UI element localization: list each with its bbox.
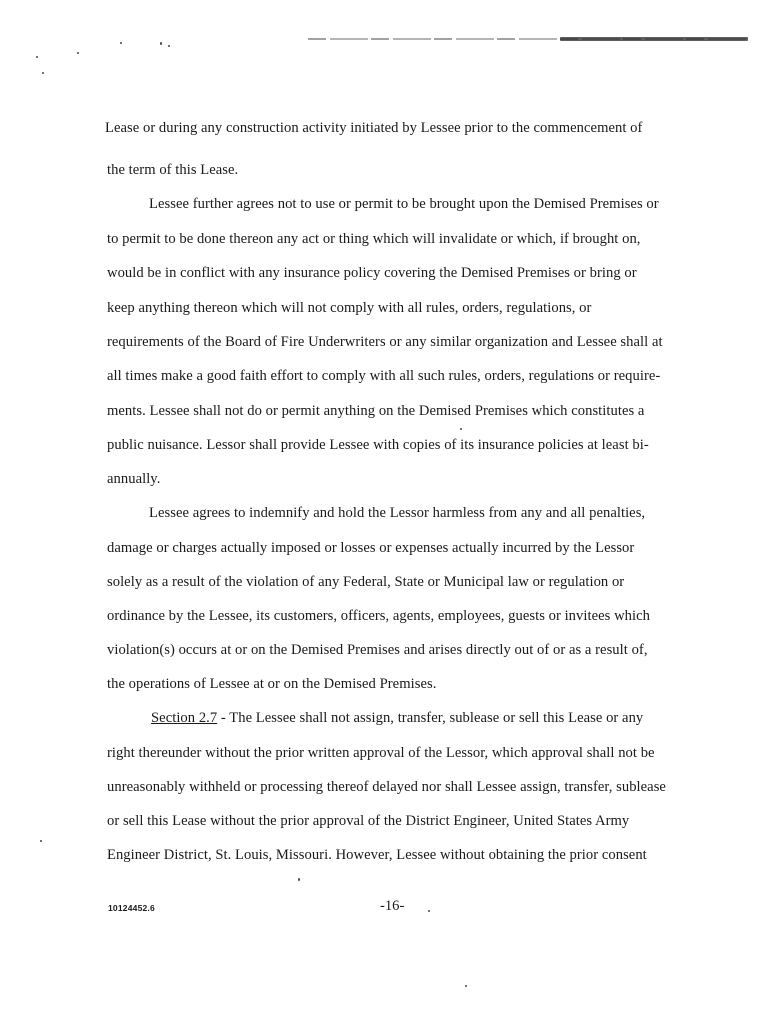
body-line: solely as a result of the violation of any Federal, State or Municipal law or regulation or	[107, 574, 625, 590]
page-number: -16-	[380, 898, 405, 914]
body-line: or sell this Lease without the prior approval of the District Engineer, United States Army	[107, 813, 630, 829]
body-line: the operations of Lessee at or on the Demised Premises.	[107, 676, 437, 692]
body-line: annually.	[107, 471, 161, 487]
scan-speck	[120, 42, 122, 44]
section-first-line	[151, 708, 643, 728]
body-line: violation(s) occurs at or on the Demised Premises and arises directly out of or as a result of,	[107, 642, 648, 658]
scan-speck	[42, 72, 44, 74]
body-line: right thereunder without the prior written approval of the Lessor, which approval shall not be	[107, 745, 655, 761]
scan-speck	[465, 985, 467, 987]
body-line: unreasonably withheld or processing thereof delayed nor shall Lessee assign, transfer, sublease	[107, 779, 666, 795]
section-heading: Section 2.7	[151, 710, 218, 726]
body-line: Lessee agrees to indemnify and hold the Lessor harmless from any and all penalties,	[149, 505, 646, 521]
scan-speck	[428, 910, 430, 912]
scan-header-rule-dark	[560, 37, 748, 41]
body-line: damage or charges actually imposed or losses or expenses actually incurred by the Lessor	[107, 540, 635, 556]
scan-speck	[36, 56, 38, 58]
section-first-line-text: - The Lessee shall not assign, transfer, sublease or sell this Lease or any	[217, 710, 644, 726]
body-line: public nuisance. Lessor shall provide Lessee with copies of its insurance policies at least bi-	[107, 437, 649, 453]
scan-speck	[160, 42, 162, 45]
body-line: keep anything thereon which will not comply with all rules, orders, regulations, or	[107, 300, 592, 316]
body-line: all times make a good faith effort to comply with all such rules, orders, regulations or require-	[107, 368, 661, 384]
scan-speck	[40, 840, 42, 842]
body-line: would be in conflict with any insurance policy covering the Demised Premises or bring or	[107, 265, 637, 281]
scan-speck	[168, 45, 170, 47]
body-line: Lease or during any construction activity initiated by Lessee prior to the commencement of	[105, 120, 643, 136]
body-line: the term of this Lease.	[107, 162, 239, 178]
body-line: to permit to be done thereon any act or thing which will invalidate or which, if brought on,	[107, 231, 641, 247]
body-line: Lessee further agrees not to use or permit to be brought upon the Demised Premises or	[149, 196, 659, 212]
scan-speck	[298, 878, 300, 881]
scan-speck	[77, 52, 79, 54]
body-line: ments. Lessee shall not do or permit anything on the Demised Premises which constitutes a	[107, 403, 645, 419]
scan-speck	[460, 428, 462, 430]
document-id: 10124452.6	[108, 903, 155, 913]
body-line: requirements of the Board of Fire Underwriters or any similar organization and Lessee shall at	[107, 334, 663, 350]
body-line: Engineer District, St. Louis, Missouri. However, Lessee without obtaining the prior consent	[107, 847, 647, 863]
body-line: ordinance by the Lessee, its customers, officers, agents, employees, guests or invitees which	[107, 608, 650, 624]
